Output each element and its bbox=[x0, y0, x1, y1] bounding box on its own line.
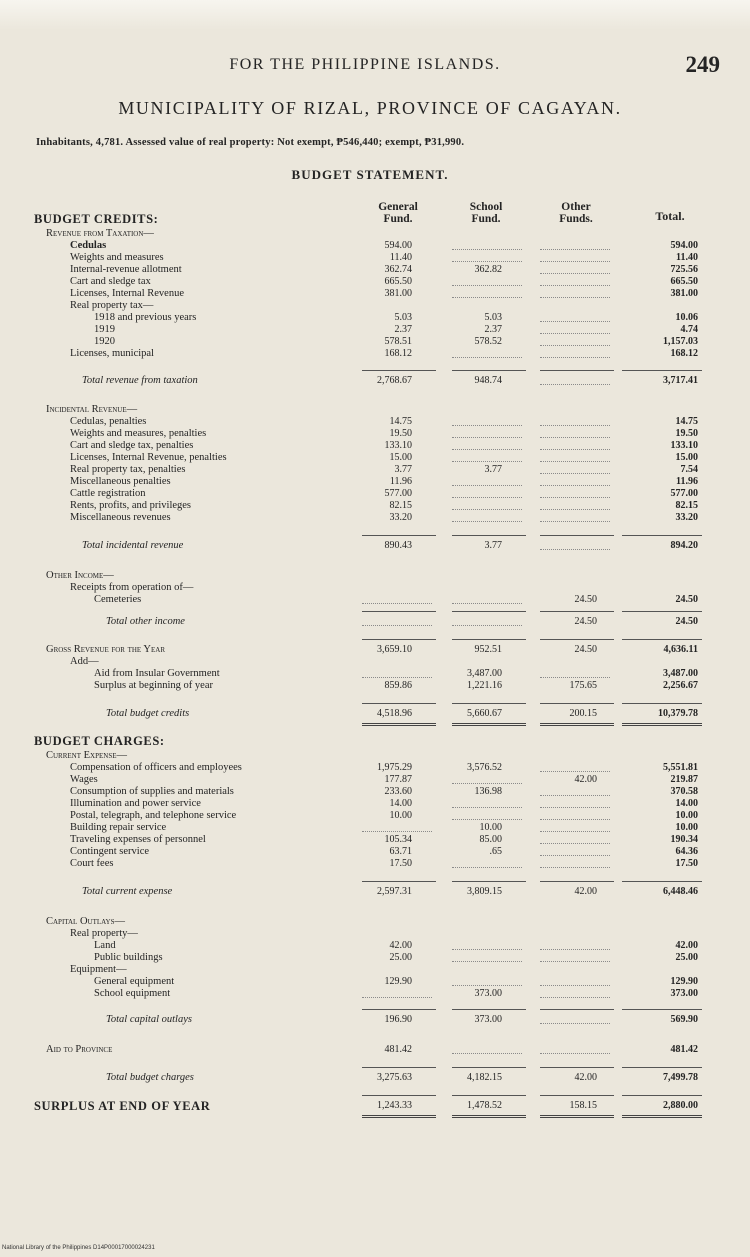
empty-cell-leader bbox=[362, 997, 432, 998]
cell-school: 136.98 bbox=[474, 786, 502, 797]
cell-total: 219.87 bbox=[670, 774, 698, 785]
total-rule bbox=[362, 611, 436, 612]
empty-cell-leader bbox=[452, 449, 522, 450]
row-label: Traveling expenses of personnel bbox=[70, 834, 206, 845]
row-label: Surplus at beginning of year bbox=[94, 680, 213, 691]
total-rule bbox=[362, 370, 436, 371]
double-rule bbox=[622, 1115, 702, 1118]
cell-general: 63.71 bbox=[389, 846, 412, 857]
row-label: Receipts from operation of— bbox=[70, 582, 194, 593]
total-rule bbox=[452, 1095, 526, 1096]
row-label: Miscellaneous revenues bbox=[70, 512, 171, 523]
row-label: BUDGET CHARGES: bbox=[34, 734, 165, 748]
empty-cell-leader bbox=[540, 677, 610, 678]
empty-cell-leader bbox=[540, 867, 610, 868]
empty-cell-leader bbox=[540, 855, 610, 856]
total-rule bbox=[362, 1067, 436, 1068]
cell-other: 42.00 bbox=[574, 774, 597, 785]
row-label: School equipment bbox=[94, 988, 171, 999]
row-label: Equipment— bbox=[70, 964, 127, 975]
cell-general: 481.42 bbox=[384, 1044, 412, 1055]
footer-credit: National Library of the Philippines D14P00017000024231 bbox=[2, 1245, 155, 1251]
cell-general: 14.75 bbox=[389, 416, 412, 427]
cell-general: 11.40 bbox=[389, 252, 412, 263]
total-rule bbox=[452, 1067, 526, 1068]
cell-school: 10.00 bbox=[479, 822, 502, 833]
row-label: Cart and sledge tax, penalties bbox=[70, 440, 194, 451]
total-rule bbox=[540, 1067, 614, 1068]
row-label: SURPLUS AT END OF YEAR bbox=[34, 1099, 211, 1113]
total-rule bbox=[622, 703, 702, 704]
total-rule bbox=[362, 1009, 436, 1010]
cell-total: 11.96 bbox=[676, 476, 698, 487]
cell-total: 381.00 bbox=[670, 288, 698, 299]
total-rule bbox=[622, 1067, 702, 1068]
row-label: Rents, profits, and privileges bbox=[70, 500, 192, 511]
cell-general: 3,659.10 bbox=[377, 644, 412, 655]
row-label: General equipment bbox=[94, 976, 175, 987]
cell-total: 82.15 bbox=[675, 500, 698, 511]
cell-total: 24.50 bbox=[675, 616, 698, 627]
empty-cell-leader bbox=[452, 261, 522, 262]
cell-general: 2,768.67 bbox=[377, 375, 412, 386]
empty-cell-leader bbox=[540, 449, 610, 450]
double-rule bbox=[452, 723, 526, 726]
cell-general: 177.87 bbox=[384, 774, 412, 785]
cell-other: 24.50 bbox=[574, 644, 597, 655]
double-rule bbox=[362, 1115, 436, 1118]
empty-cell-leader bbox=[540, 384, 610, 385]
cell-total: 7.54 bbox=[680, 464, 698, 475]
total-rule bbox=[622, 639, 702, 640]
column-header-line: General bbox=[378, 201, 418, 213]
empty-cell-leader bbox=[540, 807, 610, 808]
total-rule bbox=[540, 535, 614, 536]
cell-school: 373.00 bbox=[474, 1014, 502, 1025]
row-label: Public buildings bbox=[94, 952, 163, 963]
cell-general: 2.37 bbox=[394, 324, 412, 335]
empty-cell-leader bbox=[540, 357, 610, 358]
empty-cell-leader bbox=[540, 985, 610, 986]
cell-general: 3.77 bbox=[394, 464, 412, 475]
cell-general: 578.51 bbox=[384, 336, 412, 347]
cell-total: 2,880.00 bbox=[663, 1100, 698, 1111]
row-label: 1919 bbox=[94, 324, 115, 335]
cell-total: 15.00 bbox=[675, 452, 698, 463]
total-rule bbox=[540, 703, 614, 704]
empty-cell-leader bbox=[540, 285, 610, 286]
cell-total: 569.90 bbox=[670, 1014, 698, 1025]
cell-school: 3,487.00 bbox=[467, 668, 502, 679]
total-rule bbox=[622, 1095, 702, 1096]
empty-cell-leader bbox=[540, 1023, 610, 1024]
row-label: 1920 bbox=[94, 336, 115, 347]
empty-cell-leader bbox=[540, 345, 610, 346]
row-label: Illumination and power service bbox=[70, 798, 201, 809]
row-label: Internal-revenue allotment bbox=[70, 264, 182, 275]
cell-other: 175.65 bbox=[569, 680, 597, 691]
empty-cell-leader bbox=[452, 603, 522, 604]
cell-general: 33.20 bbox=[389, 512, 412, 523]
total-rule bbox=[540, 1095, 614, 1096]
cell-school: 3,576.52 bbox=[467, 762, 502, 773]
empty-cell-leader bbox=[540, 273, 610, 274]
empty-cell-leader bbox=[540, 249, 610, 250]
cell-general: 665.50 bbox=[384, 276, 412, 287]
total-rule bbox=[622, 370, 702, 371]
cell-general: 105.34 bbox=[384, 834, 412, 845]
empty-cell-leader bbox=[540, 961, 610, 962]
cell-general: 14.00 bbox=[389, 798, 412, 809]
row-label: Add— bbox=[70, 656, 99, 667]
cell-school: 948.74 bbox=[474, 375, 502, 386]
total-rule bbox=[452, 611, 526, 612]
empty-cell-leader bbox=[540, 795, 610, 796]
empty-cell-leader bbox=[452, 961, 522, 962]
cell-total: 25.00 bbox=[675, 952, 698, 963]
cell-school: 952.51 bbox=[474, 644, 502, 655]
cell-total: 5,551.81 bbox=[663, 762, 698, 773]
row-label: Cattle registration bbox=[70, 488, 146, 499]
cell-general: 2,597.31 bbox=[377, 886, 412, 897]
row-label: Cemeteries bbox=[94, 594, 142, 605]
column-header-line: Funds. bbox=[559, 213, 593, 225]
total-rule bbox=[362, 881, 436, 882]
row-label: Revenue from Taxation— bbox=[46, 228, 154, 239]
total-rule bbox=[540, 370, 614, 371]
empty-cell-leader bbox=[452, 783, 522, 784]
cell-other: 158.15 bbox=[569, 1100, 597, 1111]
total-rule bbox=[452, 639, 526, 640]
cell-general: 362.74 bbox=[384, 264, 412, 275]
row-label: Real property— bbox=[70, 928, 138, 939]
row-label: Aid to Province bbox=[46, 1044, 113, 1055]
empty-cell-leader bbox=[362, 677, 432, 678]
total-rule bbox=[540, 611, 614, 612]
cell-total: 665.50 bbox=[670, 276, 698, 287]
cell-school: 373.00 bbox=[474, 988, 502, 999]
empty-cell-leader bbox=[362, 831, 432, 832]
row-label: Total budget charges bbox=[106, 1072, 194, 1083]
running-head: FOR THE PHILIPPINE ISLANDS. bbox=[229, 56, 501, 73]
row-label: Licenses, Internal Revenue, penalties bbox=[70, 452, 227, 463]
row-label: Consumption of supplies and materials bbox=[70, 786, 234, 797]
page-number: 249 bbox=[685, 52, 720, 77]
cell-total: 14.00 bbox=[675, 798, 698, 809]
row-label: 1918 and previous years bbox=[94, 312, 197, 323]
column-header-other-funds bbox=[546, 201, 606, 225]
cell-general: 4,518.96 bbox=[377, 708, 412, 719]
empty-cell-leader bbox=[540, 843, 610, 844]
empty-cell-leader bbox=[452, 509, 522, 510]
cell-total: 10.06 bbox=[675, 312, 698, 323]
double-rule bbox=[622, 723, 702, 726]
cell-total: 14.75 bbox=[675, 416, 698, 427]
row-label: Gross Revenue for the Year bbox=[46, 644, 166, 655]
cell-total: 64.36 bbox=[675, 846, 698, 857]
statement-title: BUDGET STATEMENT. bbox=[291, 167, 449, 182]
cell-general: 15.00 bbox=[389, 452, 412, 463]
cell-total: 594.00 bbox=[670, 240, 698, 251]
total-rule bbox=[452, 370, 526, 371]
cell-school: 85.00 bbox=[479, 834, 502, 845]
cell-school: 362.82 bbox=[474, 264, 502, 275]
empty-cell-leader bbox=[540, 509, 610, 510]
cell-school: 3.77 bbox=[484, 540, 502, 551]
cell-general: 1,243.33 bbox=[377, 1100, 412, 1111]
row-label: Total current expense bbox=[82, 886, 173, 897]
empty-cell-leader bbox=[540, 321, 610, 322]
empty-cell-leader bbox=[540, 437, 610, 438]
double-rule bbox=[540, 723, 614, 726]
cell-school: 4,182.15 bbox=[467, 1072, 502, 1083]
cell-general: 381.00 bbox=[384, 288, 412, 299]
total-rule bbox=[452, 881, 526, 882]
empty-cell-leader bbox=[452, 461, 522, 462]
cell-general: 1,975.29 bbox=[377, 762, 412, 773]
total-rule bbox=[362, 1095, 436, 1096]
empty-cell-leader bbox=[540, 297, 610, 298]
column-header-line: Fund. bbox=[383, 213, 413, 225]
row-label: Total budget credits bbox=[106, 708, 190, 719]
cell-general: 133.10 bbox=[384, 440, 412, 451]
total-rule bbox=[622, 535, 702, 536]
cell-total: 725.56 bbox=[670, 264, 698, 275]
row-label: Wages bbox=[70, 774, 98, 785]
empty-cell-leader bbox=[540, 831, 610, 832]
cell-total: 7,499.78 bbox=[663, 1072, 698, 1083]
row-label: Weights and measures bbox=[70, 252, 164, 263]
cell-total: 17.50 bbox=[675, 858, 698, 869]
cell-school: 578.52 bbox=[474, 336, 502, 347]
cell-total: 10.00 bbox=[675, 822, 698, 833]
row-label: Cedulas bbox=[70, 240, 107, 251]
row-label: Land bbox=[94, 940, 116, 951]
cell-other: 24.50 bbox=[574, 616, 597, 627]
cell-school: 1,221.16 bbox=[467, 680, 502, 691]
cell-general: 5.03 bbox=[394, 312, 412, 323]
cell-total: 133.10 bbox=[670, 440, 698, 451]
row-label: Building repair service bbox=[70, 822, 167, 833]
empty-cell-leader bbox=[540, 261, 610, 262]
cell-general: 859.86 bbox=[384, 680, 412, 691]
empty-cell-leader bbox=[540, 997, 610, 998]
empty-cell-leader bbox=[452, 497, 522, 498]
double-rule bbox=[362, 723, 436, 726]
total-rule bbox=[540, 639, 614, 640]
row-label: BUDGET CREDITS: bbox=[34, 212, 159, 226]
empty-cell-leader bbox=[452, 425, 522, 426]
total-rule bbox=[540, 1009, 614, 1010]
empty-cell-leader bbox=[540, 473, 610, 474]
page-top-edge bbox=[0, 0, 750, 30]
cell-total: 1,157.03 bbox=[663, 336, 698, 347]
row-label: Postal, telegraph, and telephone service bbox=[70, 810, 237, 821]
cell-general: 17.50 bbox=[389, 858, 412, 869]
cell-total: 4,636.11 bbox=[663, 644, 698, 655]
cell-general: 42.00 bbox=[389, 940, 412, 951]
empty-cell-leader bbox=[540, 425, 610, 426]
cell-general: 11.96 bbox=[389, 476, 412, 487]
cell-school: 2.37 bbox=[484, 324, 502, 335]
document-title: MUNICIPALITY OF RIZAL, PROVINCE OF CAGAYAN. bbox=[118, 98, 622, 118]
cell-general: 594.00 bbox=[384, 240, 412, 251]
empty-cell-leader bbox=[452, 1053, 522, 1054]
cell-other: 42.00 bbox=[574, 1072, 597, 1083]
empty-cell-leader bbox=[452, 485, 522, 486]
cell-total: 370.58 bbox=[670, 786, 698, 797]
cell-other: 200.15 bbox=[569, 708, 597, 719]
cell-school: 5.03 bbox=[484, 312, 502, 323]
total-rule bbox=[362, 703, 436, 704]
empty-cell-leader bbox=[452, 437, 522, 438]
column-header-school-fund bbox=[456, 201, 516, 225]
empty-cell-leader bbox=[452, 949, 522, 950]
column-header-line: School bbox=[469, 201, 503, 213]
empty-cell-leader bbox=[452, 867, 522, 868]
cell-other: 42.00 bbox=[574, 886, 597, 897]
row-label: Total revenue from taxation bbox=[82, 375, 198, 386]
cell-general: 196.90 bbox=[384, 1014, 412, 1025]
row-label: Contingent service bbox=[70, 846, 150, 857]
cell-total: 129.90 bbox=[670, 976, 698, 987]
cell-total: 3,487.00 bbox=[663, 668, 698, 679]
empty-cell-leader bbox=[540, 521, 610, 522]
cell-total: 24.50 bbox=[675, 594, 698, 605]
empty-cell-leader bbox=[540, 485, 610, 486]
column-header-line: Other bbox=[561, 201, 591, 213]
cell-total: 481.42 bbox=[670, 1044, 698, 1055]
cell-general: 233.60 bbox=[384, 786, 412, 797]
cell-other: 24.50 bbox=[574, 594, 597, 605]
row-label: Capital Outlays— bbox=[46, 916, 126, 927]
cell-school: 3,809.15 bbox=[467, 886, 502, 897]
row-label: Real property tax— bbox=[70, 300, 154, 311]
empty-cell-leader bbox=[452, 819, 522, 820]
empty-cell-leader bbox=[540, 549, 610, 550]
cell-total: 2,256.67 bbox=[663, 680, 698, 691]
cell-total: 3,717.41 bbox=[663, 375, 698, 386]
empty-cell-leader bbox=[452, 985, 522, 986]
column-header-general-fund bbox=[368, 201, 428, 225]
empty-cell-leader bbox=[540, 333, 610, 334]
empty-cell-leader bbox=[540, 949, 610, 950]
cell-general: 3,275.63 bbox=[377, 1072, 412, 1083]
cell-general: 19.50 bbox=[389, 428, 412, 439]
total-rule bbox=[540, 881, 614, 882]
row-label: Weights and measures, penalties bbox=[70, 428, 207, 439]
row-label: Licenses, Internal Revenue bbox=[70, 288, 184, 299]
row-label: Total incidental revenue bbox=[82, 540, 184, 551]
cell-total: 373.00 bbox=[670, 988, 698, 999]
empty-cell-leader bbox=[540, 461, 610, 462]
empty-cell-leader bbox=[362, 625, 432, 626]
empty-cell-leader bbox=[540, 819, 610, 820]
cell-general: 890.43 bbox=[384, 540, 412, 551]
cell-school: 1,478.52 bbox=[467, 1100, 502, 1111]
empty-cell-leader bbox=[362, 603, 432, 604]
row-label: Incidental Revenue— bbox=[46, 404, 138, 415]
cell-general: 25.00 bbox=[389, 952, 412, 963]
cell-general: 577.00 bbox=[384, 488, 412, 499]
total-rule bbox=[622, 881, 702, 882]
cell-school: 5,660.67 bbox=[467, 708, 502, 719]
cell-general: 168.12 bbox=[384, 348, 412, 359]
row-label: Aid from Insular Government bbox=[94, 668, 220, 679]
total-rule bbox=[452, 535, 526, 536]
empty-cell-leader bbox=[452, 807, 522, 808]
empty-cell-leader bbox=[540, 497, 610, 498]
cell-general: 129.90 bbox=[384, 976, 412, 987]
total-rule bbox=[452, 703, 526, 704]
cell-general: 82.15 bbox=[389, 500, 412, 511]
cell-total: 10.00 bbox=[675, 810, 698, 821]
row-label: Other Income— bbox=[46, 570, 114, 581]
empty-cell-leader bbox=[452, 625, 522, 626]
empty-cell-leader bbox=[452, 297, 522, 298]
total-rule bbox=[362, 639, 436, 640]
double-rule bbox=[452, 1115, 526, 1118]
double-rule bbox=[540, 1115, 614, 1118]
cell-total: 190.34 bbox=[670, 834, 698, 845]
row-label: Current Expense— bbox=[46, 750, 127, 761]
column-header-total: Total. bbox=[655, 209, 685, 223]
cell-total: 894.20 bbox=[670, 540, 698, 551]
empty-cell-leader bbox=[540, 771, 610, 772]
cell-total: 6,448.46 bbox=[663, 886, 698, 897]
total-rule bbox=[622, 611, 702, 612]
column-header-line: Fund. bbox=[471, 213, 501, 225]
cell-school: 3.77 bbox=[484, 464, 502, 475]
inhabitants-line: Inhabitants, 4,781. Assessed value of real property: Not exempt, ₱546,440; exempt, ₱31,990. bbox=[36, 137, 465, 148]
empty-cell-leader bbox=[452, 521, 522, 522]
cell-total: 577.00 bbox=[670, 488, 698, 499]
empty-cell-leader bbox=[452, 249, 522, 250]
total-rule bbox=[452, 1009, 526, 1010]
cell-total: 11.40 bbox=[676, 252, 698, 263]
cell-general: 10.00 bbox=[389, 810, 412, 821]
row-label: Total other income bbox=[106, 616, 185, 627]
empty-cell-leader bbox=[452, 357, 522, 358]
empty-cell-leader bbox=[452, 285, 522, 286]
cell-school: .65 bbox=[489, 846, 502, 857]
cell-total: 33.20 bbox=[675, 512, 698, 523]
total-rule bbox=[622, 1009, 702, 1010]
row-label: Real property tax, penalties bbox=[70, 464, 186, 475]
row-label: Compensation of officers and employees bbox=[70, 762, 242, 773]
empty-cell-leader bbox=[540, 1053, 610, 1054]
row-label: Court fees bbox=[70, 858, 114, 869]
row-label: Miscellaneous penalties bbox=[70, 476, 171, 487]
row-label: Cart and sledge tax bbox=[70, 276, 151, 287]
cell-total: 168.12 bbox=[670, 348, 698, 359]
cell-total: 19.50 bbox=[675, 428, 698, 439]
row-label: Cedulas, penalties bbox=[70, 416, 147, 427]
total-rule bbox=[362, 535, 436, 536]
cell-total: 10,379.78 bbox=[658, 708, 698, 719]
row-label: Total capital outlays bbox=[106, 1014, 192, 1025]
cell-total: 42.00 bbox=[675, 940, 698, 951]
cell-total: 4.74 bbox=[680, 324, 698, 335]
row-label: Licenses, municipal bbox=[70, 348, 154, 359]
